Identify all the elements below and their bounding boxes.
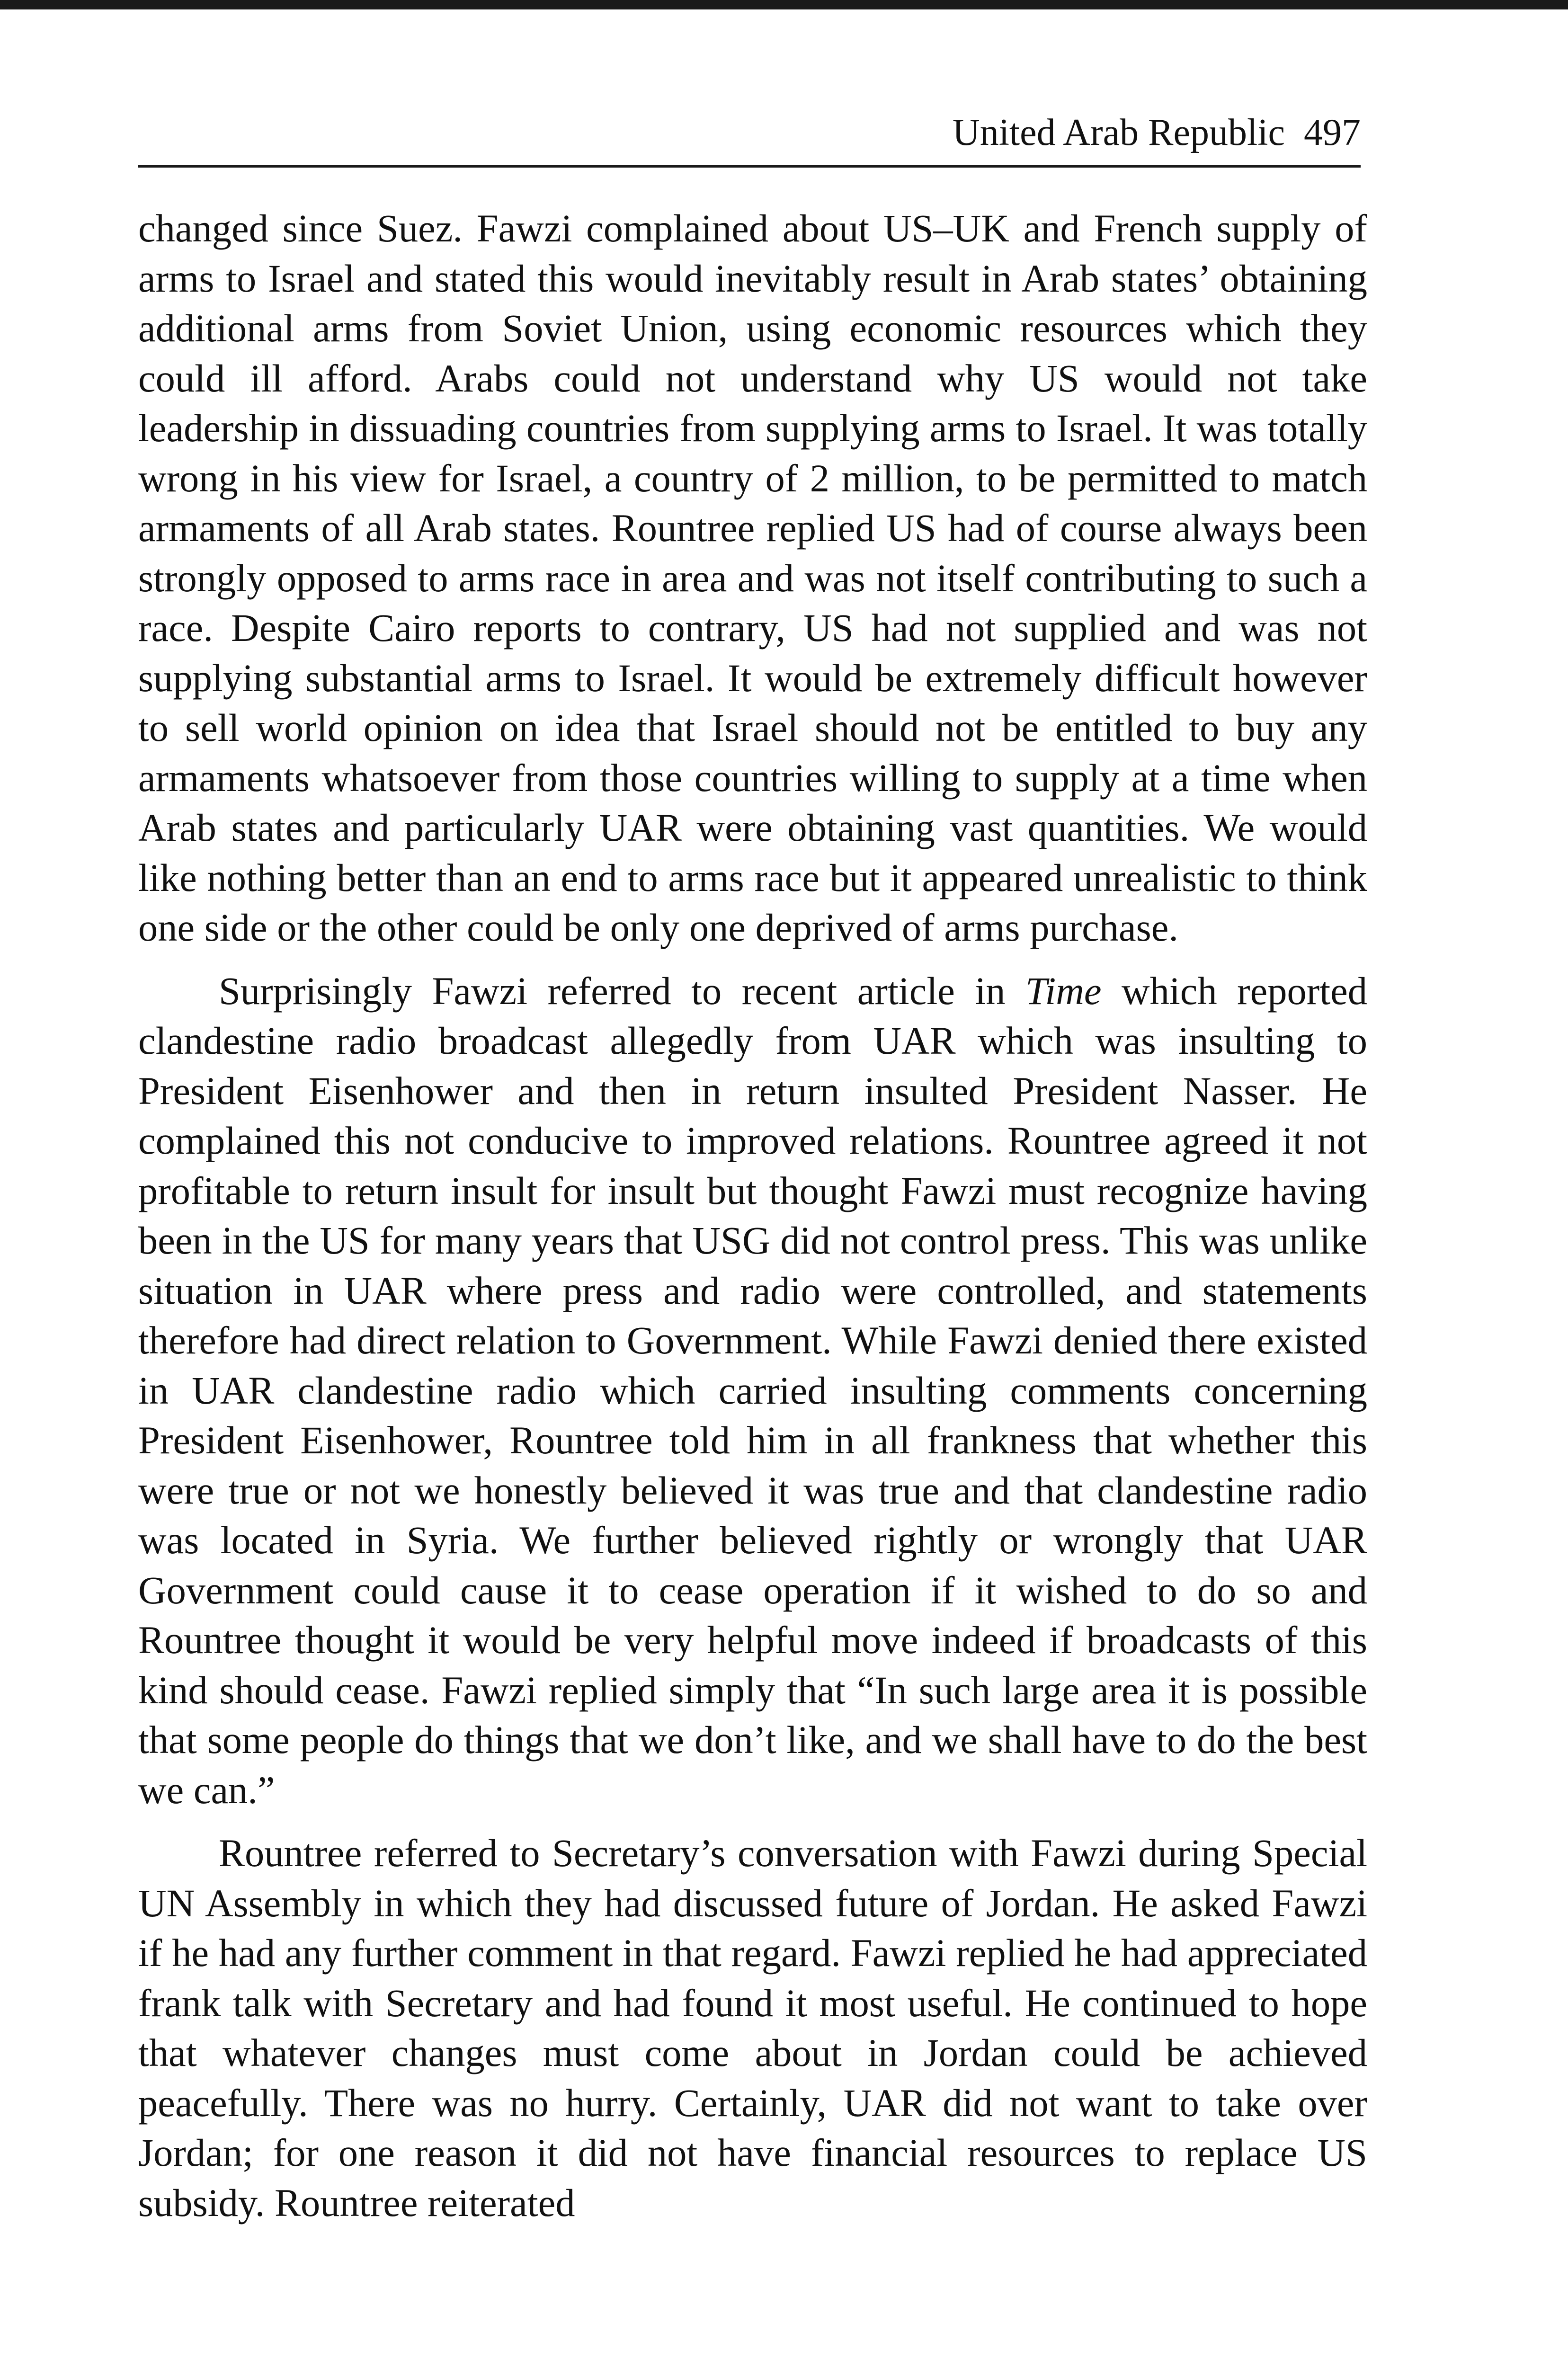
page-top-edge bbox=[0, 0, 1568, 9]
running-head-text bbox=[953, 109, 1361, 156]
running-head-title: United Arab Republic bbox=[952, 112, 1285, 153]
running-head bbox=[138, 105, 1361, 168]
paragraph-2-rest: which reported clandestine radio broadcast allegedly from UAR which was insulting to President Eisenhower and then in return insulted President Nasser. He complained this not conducive to improved relations. Rountree agreed it not profitable to return insult for insult but thought Fawzi must recognize having been in the US for many years that USG did not control press. This was unlike situation in UAR where press and radio were controlled, and statements therefore had direct relation to Government. While Fawzi denied there existed in UAR clandestine radio which carried insulting comments concerning President Eisenhower, Rountree told him in all frankness that whether this were true or not we honestly believed it was true and that clandestine radio was located in Syria. We further believed rightly or wrongly that UAR Government could cause it to cease operation if it wished to do so and Rountree thought it would be very helpful move indeed if broadcasts of this kind should cease. Fawzi replied simply that “In such large area it is possible that some people do things that we don’t like, and we shall have to do the best we can.” bbox=[138, 969, 1367, 1812]
paragraph-gap bbox=[138, 1815, 1367, 1828]
paragraph-1: changed since Suez. Fawzi complained about US–UK and French supply of arms to Israel and stated this would inevitably result in Arab states’ obtaining additional arms from Soviet Union, using economic resources which they could ill afford. Arabs could not understand why US would not take leadership in dissuading countries from supplying arms to Israel. It was totally wrong in his view for Israel, a country of 2 million, to be permitted to match armaments of all Arab states. Rountree replied US had of course always been strongly opposed to arms race in area and was not itself contributing to such a race. Despite Cairo reports to contrary, US had not supplied and was not supplying substantial arms to Israel. It would be extremely difficult however to sell world opinion on idea that Israel should not be entitled to buy any armaments whatsoever from those countries willing to supply at a time when Arab states and particularly UAR were obtaining vast quantities. We would like nothing better than an end to arms race but it appeared unrealistic to think one side or the other could be only one deprived of arms purchase. bbox=[138, 206, 1367, 949]
paragraph-3: Rountree referred to Secretary’s conversation with Fawzi during Special UN Assembly in which they had discussed future of Jordan. He asked Fawzi if he had any further comment in that regard. Fawzi replied he had appreciated frank talk with Secretary and had found it most useful. He continued to hope that whatever changes must come about in Jordan could be achieved peacefully. There was no hurry. Certainly, UAR did not want to take over Jordan; for one reason it did not have financial resources to replace US subsidy. Rountree reiterated bbox=[138, 1831, 1367, 2225]
paragraph-2-lead: Surprisingly Fawzi referred to recent article in bbox=[219, 969, 1026, 1013]
paragraph-2 bbox=[138, 966, 1367, 1815]
paragraph-gap bbox=[138, 953, 1367, 966]
body-text bbox=[138, 204, 1367, 2228]
page-number: 497 bbox=[1304, 112, 1361, 153]
magazine-title: Time bbox=[1025, 969, 1102, 1013]
